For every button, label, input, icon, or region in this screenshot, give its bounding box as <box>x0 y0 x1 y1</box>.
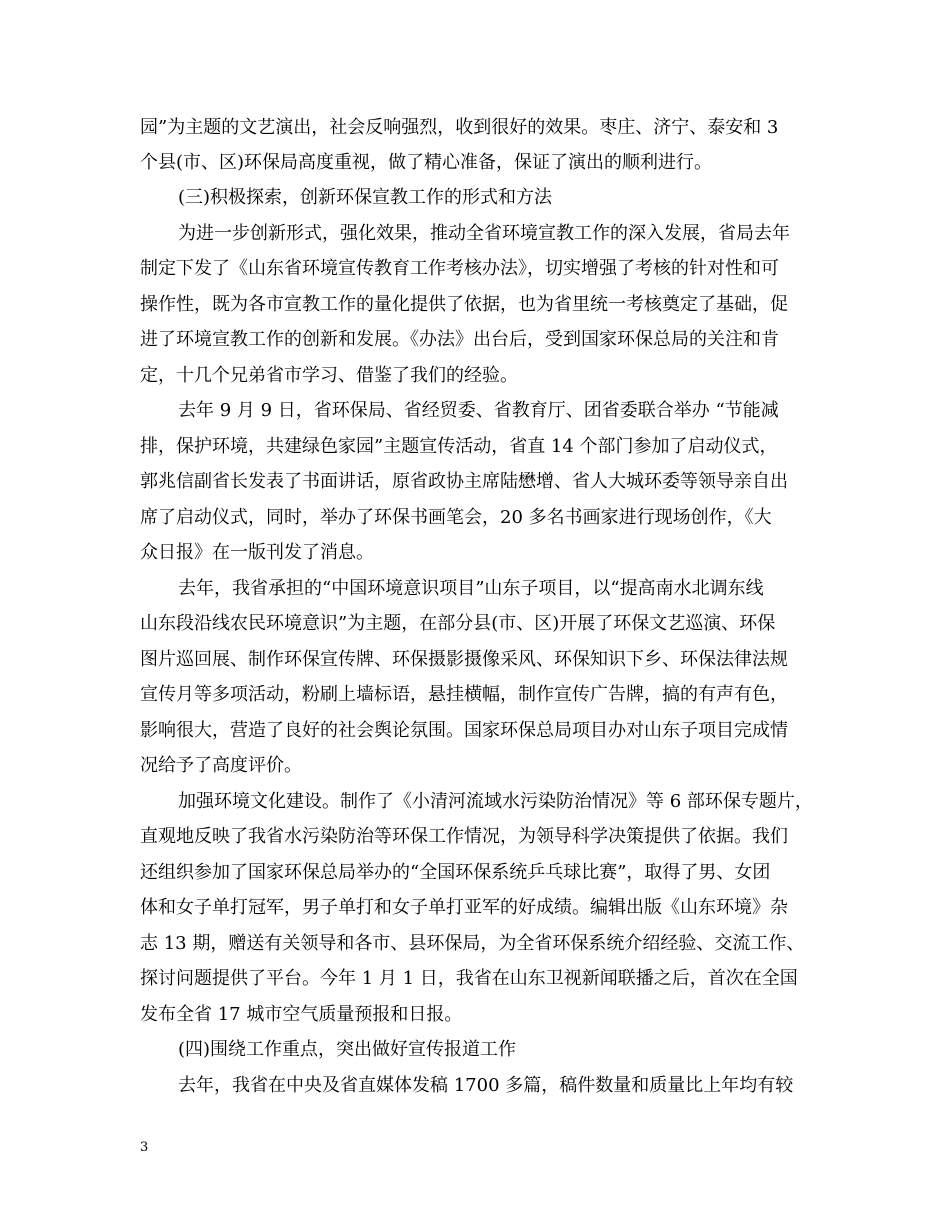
text-line: 去年 9 月 9 日，省环保局、省经贸委、省教育厅、团省委联合举办 “节能减 <box>178 400 779 421</box>
text-line: 加强环境文化建设。制作了《小清河流域水污染防治情况》等 6 部环保专题片， <box>178 791 813 812</box>
text-line: 发布全省 17 城市空气质量预报和日报。 <box>140 1004 463 1025</box>
text-line: 去年，我省在中央及省直媒体发稿 1700 多篇，稿件数量和质量比上年均有较 <box>178 1075 794 1096</box>
text-line: 定，十几个兄弟省市学习、借鉴了我们的经验。 <box>140 365 518 386</box>
text-line: 进了环境宣教工作的创新和发展。《办法》出台后，受到国家环保总局的关注和肯 <box>140 329 779 350</box>
text-line: 还组织参加了国家环保总局举办的“全国环保系统乒乓球比赛”，取得了男、女团 <box>140 862 771 883</box>
text-line: 山东段沿线农民环境意识”为主题，在部分县(市、区)开展了环保文艺巡演、环保 <box>140 613 776 634</box>
text-line: 为进一步创新形式，强化效果，推动全省环境宣教工作的深入发展，省局去年 <box>178 223 790 244</box>
text-line: 宣传月等多项活动，粉刷上墙标语，悬挂横幅，制作宣传广告牌，搞的有声有色， <box>140 684 788 705</box>
text-line: 席了启动仪式，同时，举办了环保书画笔会，20 多名书画家进行现场创作，《大 <box>140 507 772 528</box>
text-line: 操作性，既为各市宣教工作的量化提供了依据，也为省里统一考核奠定了基础，促 <box>140 294 788 315</box>
text-line: 制定下发了《山东省环境宣传教育工作考核办法》，切实增强了考核的针对性和可 <box>140 258 779 279</box>
text-line: 众日报》在一版刊发了消息。 <box>140 542 374 563</box>
text-line: 影响很大，营造了良好的社会舆论氛围。国家环保总局项目办对山东子项目完成情 <box>140 720 788 741</box>
text-line: 郭兆信副省长发表了书面讲话，原省政协主席陆懋增、省人大城环委等领导亲自出 <box>140 471 788 492</box>
text-line: 个县(市、区)环保局高度重视，做了精心准备，保证了演出的顺利进行。 <box>140 152 713 173</box>
section-heading: (三)积极探索，创新环保宣教工作的形式和方法 <box>178 187 553 208</box>
text-line: 况给予了高度评价。 <box>140 755 302 776</box>
text-line: 直观地反映了我省水污染防治等环保工作情况，为领导科学决策提供了依据。我们 <box>140 826 788 847</box>
text-line: 去年，我省承担的“中国环境意识项目”山东子项目，以“提高南水北调东线 <box>178 578 764 599</box>
text-line: 园”为主题的文艺演出，社会反响强烈，收到很好的效果。枣庄、济宁、泰安和 3 <box>140 117 779 138</box>
text-line: 探讨问题提供了平台。今年 1 月 1 日，我省在山东卫视新闻联播之后，首次在全国 <box>140 968 798 989</box>
text-line: 图片巡回展、制作环保宣传牌、环保摄影摄像采风、环保知识下乡、环保法律法规 <box>140 649 788 670</box>
page-number: 3 <box>140 1140 149 1155</box>
text-line: 志 13 期，赠送有关领导和各市、县环保局，为全省环保系统介绍经验、交流工作、 <box>140 933 805 954</box>
text-line: 体和女子单打冠军，男子单打和女子单打亚军的好成绩。编辑出版《山东环境》杂 <box>140 897 788 918</box>
section-heading: (四)围绕工作重点，突出做好宣传报道工作 <box>178 1039 517 1060</box>
text-line: 排，保护环境，共建绿色家园”主题宣传活动，省直 14 个部门参加了启动仪式， <box>140 436 778 457</box>
